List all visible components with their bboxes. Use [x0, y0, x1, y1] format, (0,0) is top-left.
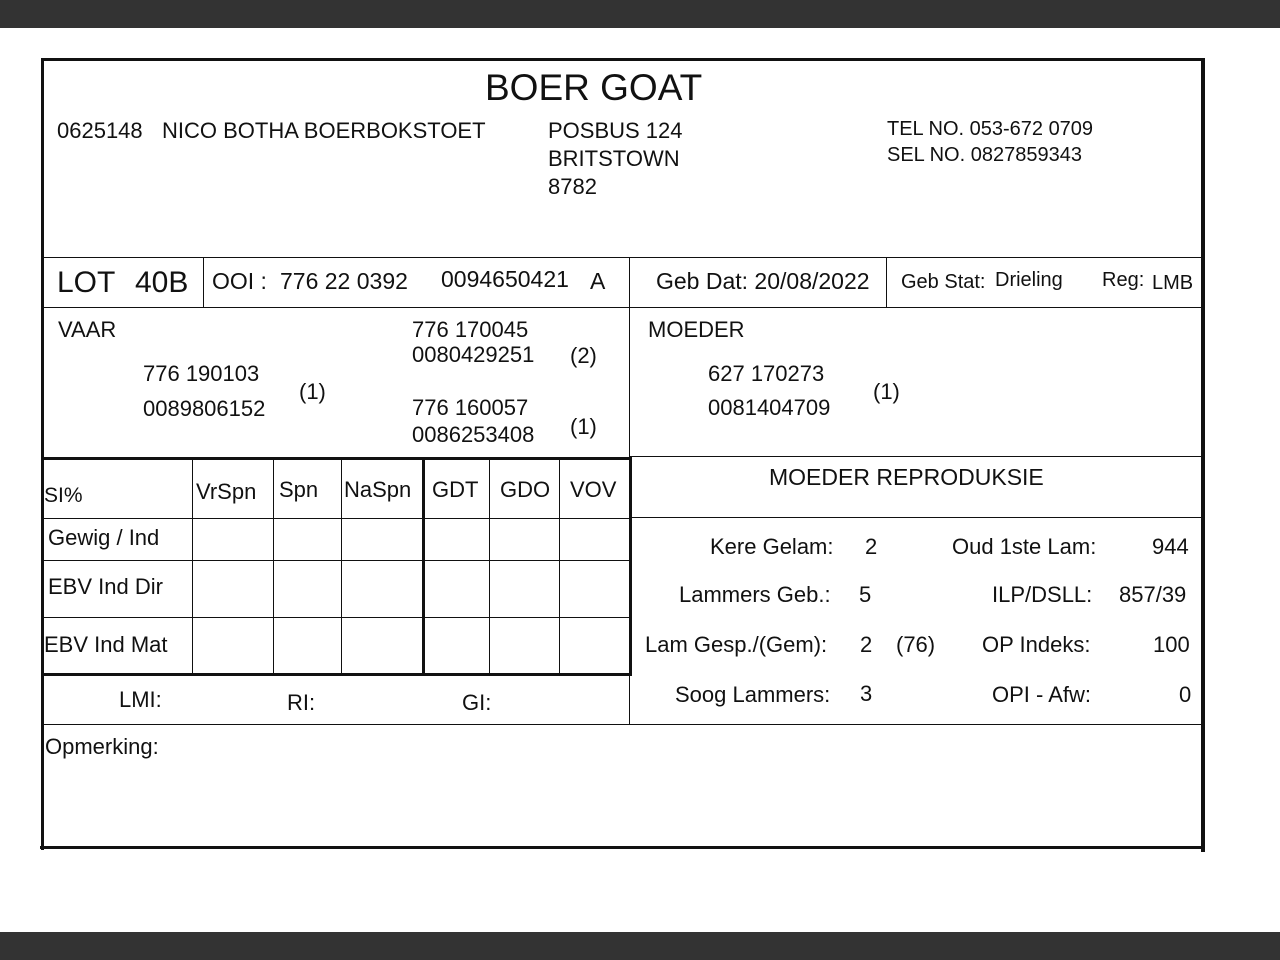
lmi-label: LMI:: [119, 687, 162, 712]
sire-id: 0089806152: [143, 396, 266, 421]
perf-table-right: [629, 457, 632, 676]
oud-value: 944: [1152, 534, 1189, 559]
opi-label: OPI - Afw:: [992, 682, 1092, 707]
ilp-label: ILP/DSLL:: [992, 582, 1093, 607]
remarks-label: Opmerking:: [45, 734, 159, 759]
sire-sire-code: 776 170045: [412, 317, 529, 342]
breeder-address-line-2: BRITSTOWN: [548, 146, 680, 171]
reg-label: Reg:: [1102, 269, 1145, 291]
separator-header: [42, 257, 1202, 258]
separator-gebdat-gebstat: [886, 258, 887, 307]
perf-table-col-2: [273, 459, 274, 674]
gi-label: GI:: [462, 690, 492, 715]
repro-title: MOEDER REPRODUKSIE: [769, 464, 1044, 490]
ooi-label: OOI :: [212, 268, 267, 294]
breeder-address-line-3: 8782: [548, 174, 597, 199]
sire-grade: (1): [299, 379, 326, 404]
separator-lot-row: [42, 307, 1202, 308]
ilp-value: 857/39: [1119, 582, 1187, 607]
perf-col-header: VrSpn: [196, 479, 257, 504]
separator-left-right: [629, 258, 630, 458]
perf-table-row-3: [42, 617, 630, 618]
lam-gesp-avg: (76): [896, 632, 936, 657]
lammers-geb-value: 5: [859, 582, 872, 607]
perf-table-col-1: [192, 459, 193, 674]
perf-table-col-3: [341, 459, 342, 674]
lot-number: 40B: [135, 266, 189, 299]
breeder-name: NICO BOTHA BOERBOKSTOET: [162, 118, 486, 143]
separator-indices: [42, 724, 1202, 725]
breeder-sel: SEL NO. 0827859343: [887, 144, 1082, 166]
opi-value: 0: [1179, 682, 1192, 707]
sire-sire-grade: (2): [570, 343, 597, 368]
dam-grade: (1): [873, 379, 900, 404]
card-border-left: [41, 58, 44, 850]
kere-gelam-value: 2: [865, 534, 878, 559]
sire-dam-id: 0086253408: [412, 422, 535, 447]
breeder-tel: TEL NO. 053-672 0709: [887, 118, 1094, 140]
sire-code: 776 190103: [143, 361, 260, 386]
separator-repro-title: [630, 517, 1202, 518]
ooi-value: 776 22 0392: [280, 268, 408, 294]
op-label: OP Indeks:: [982, 632, 1091, 657]
dam-id: 0081404709: [708, 395, 831, 420]
perf-row-label: EBV Ind Mat: [44, 632, 168, 657]
card-title: BOER GOAT: [485, 67, 703, 108]
lam-gesp-label: Lam Gesp./(Gem):: [645, 632, 828, 657]
ooi-id: 0094650421: [441, 266, 569, 292]
vaar-label: VAAR: [58, 317, 117, 342]
card-border-bottom: [40, 846, 1202, 849]
perf-col-header: Spn: [279, 477, 319, 502]
soog-label: Soog Lammers:: [675, 682, 831, 707]
separator-pedigree: [630, 456, 1202, 457]
perf-row-label: EBV Ind Dir: [48, 574, 163, 599]
sire-dam-grade: (1): [570, 414, 597, 439]
perf-table-top: [42, 457, 632, 460]
perf-table-bottom: [42, 673, 632, 676]
geb-dat: Geb Dat: 20/08/2022: [656, 268, 870, 294]
lam-gesp-value: 2: [860, 632, 873, 657]
separator-indices-repro: [629, 676, 630, 724]
oud-label: Oud 1ste Lam:: [952, 534, 1097, 559]
ooi-grade: A: [590, 268, 606, 294]
moeder-label: MOEDER: [648, 317, 745, 342]
perf-table-col-6: [559, 459, 560, 674]
breeder-code: 0625148: [57, 118, 143, 143]
lot-label: LOT: [57, 266, 116, 299]
perf-table-corner: SI%: [44, 484, 83, 507]
perf-table-col-5: [489, 459, 490, 674]
geb-stat-value: Drieling: [995, 269, 1063, 291]
perf-table-row-2: [42, 560, 630, 561]
sire-dam-code: 776 160057: [412, 395, 529, 420]
perf-table-row-1: [42, 518, 630, 519]
perf-col-header: NaSpn: [344, 477, 412, 502]
perf-col-header: GDT: [432, 477, 479, 502]
breeder-address-line-1: POSBUS 124: [548, 118, 683, 143]
reg-value: LMB: [1152, 272, 1194, 294]
perf-table-mid-divider: [422, 458, 425, 674]
kere-gelam-label: Kere Gelam:: [710, 534, 834, 559]
perf-row-label: Gewig / Ind: [48, 525, 160, 550]
lammers-geb-label: Lammers Geb.:: [679, 582, 831, 607]
op-value: 100: [1153, 632, 1190, 657]
soog-value: 3: [860, 681, 873, 706]
geb-stat-label: Geb Stat:: [901, 271, 986, 293]
ri-label: RI:: [287, 690, 316, 715]
card-border-top: [42, 58, 1204, 61]
perf-col-header: GDO: [500, 477, 551, 502]
dam-code: 627 170273: [708, 361, 825, 386]
perf-col-header: VOV: [570, 477, 617, 502]
separator-lot-ooi: [203, 258, 204, 307]
sire-sire-id: 0080429251: [412, 342, 535, 367]
card-border-right: [1201, 58, 1205, 852]
